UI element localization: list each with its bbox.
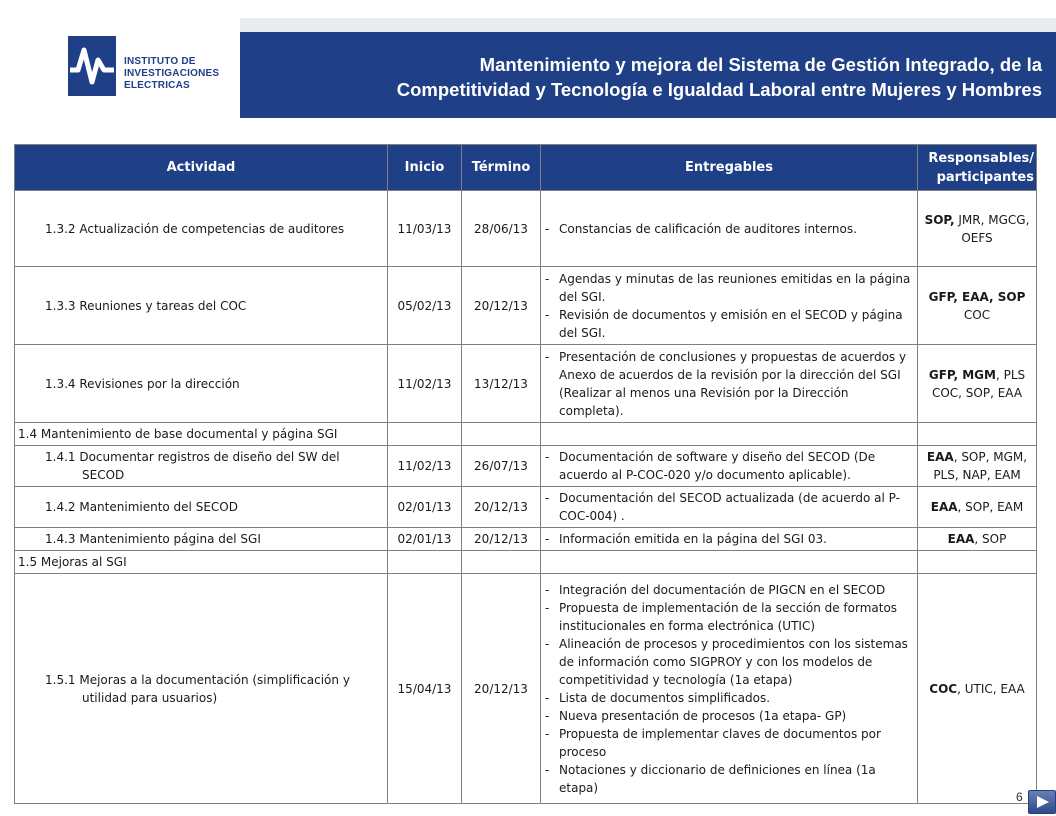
activity-text: 1.4.1 Documentar registros de diseño del SW del SECOD [45,450,340,482]
table-row [15,191,1037,267]
empty-cell [388,551,462,574]
col-header-deliverables: Entregables [541,145,918,191]
deliverable-item: - Constancias de calificación de auditores internos. [545,220,913,238]
end-date: 20/12/13 [462,487,541,528]
table-row [15,528,1037,551]
start-date: 05/02/13 [388,267,462,345]
section-title: 1.5 Mejoras al SGI [15,551,388,574]
start-date: 11/03/13 [388,191,462,267]
banner-top-stripe [240,18,1056,32]
deliverable-item: - Propuesta de implementar claves de documentos por proceso [545,725,913,761]
deliverable-item: - Alineación de procesos y procedimientos con los sistemas de información como SIGPROY y con los modelos de competitividad y tecnología (1a etapa) [545,635,913,689]
end-date: 13/12/13 [462,345,541,423]
activity-cell: 1.4.2 Mantenimiento del SECOD [15,487,388,528]
start-date: 15/04/13 [388,574,462,804]
responsibles-lead: GFP, MGM [928,367,996,382]
col-header-responsibles-line-2: participantes [936,169,1034,185]
col-header-end: Término [462,145,541,191]
deliverable-item: - Lista de documentos simplificados. [545,689,913,707]
logo [54,18,240,130]
next-slide-button[interactable] [1028,790,1056,814]
empty-cell [462,551,541,574]
empty-cell [918,551,1037,574]
deliverable-item: - Nueva presentación de procesos (1a etapa- GP) [545,707,913,725]
table-row [15,446,1037,487]
end-date: 20/12/13 [462,574,541,804]
page-title [250,52,1042,102]
responsibles-cell [918,446,1037,487]
responsibles-others: , PLS COC, SOP, EAA [931,367,1026,400]
deliverables-cell [541,574,918,804]
responsibles-others: , UTIC, EAA [957,681,1025,696]
deliverables-cell [541,191,918,267]
col-header-responsibles-line-1: Responsables/ [928,150,1034,166]
empty-cell [388,423,462,446]
activity-cell: 1.4.3 Mantenimiento página del SGI [15,528,388,551]
section-row [15,551,1037,574]
activity-cell [15,574,388,804]
deliverable-item: - Integración del documentación de PIGCN en el SECOD [545,581,913,599]
deliverables-cell [541,528,918,551]
empty-cell [918,423,1037,446]
header-banner [0,0,1056,130]
activity-text: 1.5.1 Mejoras a la documentación (simplificación y utilidad para usuarios) [45,672,350,705]
logo-line-1: INSTITUTO DE [124,56,196,67]
deliverables-cell [541,345,918,423]
end-date: 28/06/13 [462,191,541,267]
empty-cell [462,423,541,446]
table-header-row [15,145,1037,191]
deliverables-cell [541,267,918,345]
empty-cell [541,423,918,446]
deliverable-item: - Documentación del SECOD actualizada (de acuerdo al P-COC-004) . [545,489,913,525]
empty-cell [541,551,918,574]
col-header-responsibles [918,145,1037,191]
deliverable-item: - Presentación de conclusiones y propuestas de acuerdos y Anexo de acuerdos de la revisión por la dirección del SGI (Realizar al menos una Revisión por la Dirección completa). [545,348,913,420]
logo-line-2: INVESTIGACIONES [124,68,220,79]
responsibles-lead: SOP, [924,212,955,227]
responsibles-cell [918,345,1037,423]
responsibles-others: , SOP, MGM, PLS, NAP, EAM [933,450,1028,482]
end-date: 20/12/13 [462,528,541,551]
start-date: 02/01/13 [388,528,462,551]
activity-cell: 1.3.2 Actualización de competencias de auditores [15,191,388,267]
responsibles-cell [918,487,1037,528]
deliverable-item: - Propuesta de implementación de la sección de formatos institucionales en forma electrónica (UTIC) [545,599,913,635]
deliverable-item: - Notaciones y diccionario de definiciones en línea (1a etapa) [545,761,913,797]
table-row [15,345,1037,423]
responsibles-cell [918,191,1037,267]
table-row [15,574,1037,804]
responsibles-cell [918,528,1037,551]
responsibles-lead: EAA [930,500,958,514]
responsibles-lead: GFP, EAA, SOP [928,289,1026,304]
deliverables-cell [541,487,918,528]
responsibles-lead: COC [929,681,958,696]
end-date: 20/12/13 [462,267,541,345]
page-number: 6 [1016,790,1023,804]
responsibles-others: JMR, MGCG, OEFS [954,212,1030,245]
responsibles-others: , SOP [974,532,1007,546]
activity-cell: 1.3.3 Reuniones y tareas del COC [15,267,388,345]
responsibles-others: , SOP, EAM [957,500,1024,514]
responsibles-lead: EAA [926,450,954,464]
page-title-line-2: Competitividad y Tecnología e Igualdad Laboral entre Mujeres y Hombres [396,79,1042,100]
start-date: 11/02/13 [388,345,462,423]
deliverable-item: - Agendas y minutas de las reuniones emitidas en la página del SGI. [545,270,913,306]
page-title-line-1: Mantenimiento y mejora del Sistema de Gestión Integrado, de la [479,54,1042,75]
responsibles-others: COC [963,307,991,322]
next-arrow-icon [1035,795,1051,809]
deliverable-item: - Documentación de software y diseño del SECOD (De acuerdo al P-COC-020 y/o documento aplicable). [545,448,913,484]
col-header-start: Inicio [388,145,462,191]
logo-text [124,56,219,92]
activity-cell [15,446,388,487]
responsibles-cell [918,267,1037,345]
start-date: 02/01/13 [388,487,462,528]
end-date: 26/07/13 [462,446,541,487]
activity-cell: 1.3.4 Revisiones por la dirección [15,345,388,423]
table-row [15,487,1037,528]
col-header-activity: Actividad [15,145,388,191]
logo-line-3: ELECTRICAS [124,80,190,91]
section-title: 1.4 Mantenimiento de base documental y página SGI [15,423,388,446]
responsibles-lead: EAA [947,532,975,546]
deliverable-item: - Información emitida en la página del SGI 03. [545,530,913,548]
responsibles-cell [918,574,1037,804]
start-date: 11/02/13 [388,446,462,487]
deliverables-cell [541,446,918,487]
deliverable-item: - Revisión de documentos y emisión en el SECOD y página del SGI. [545,306,913,342]
table-row [15,267,1037,345]
activities-table [14,144,1037,804]
iie-logo-icon [68,36,116,96]
section-row [15,423,1037,446]
